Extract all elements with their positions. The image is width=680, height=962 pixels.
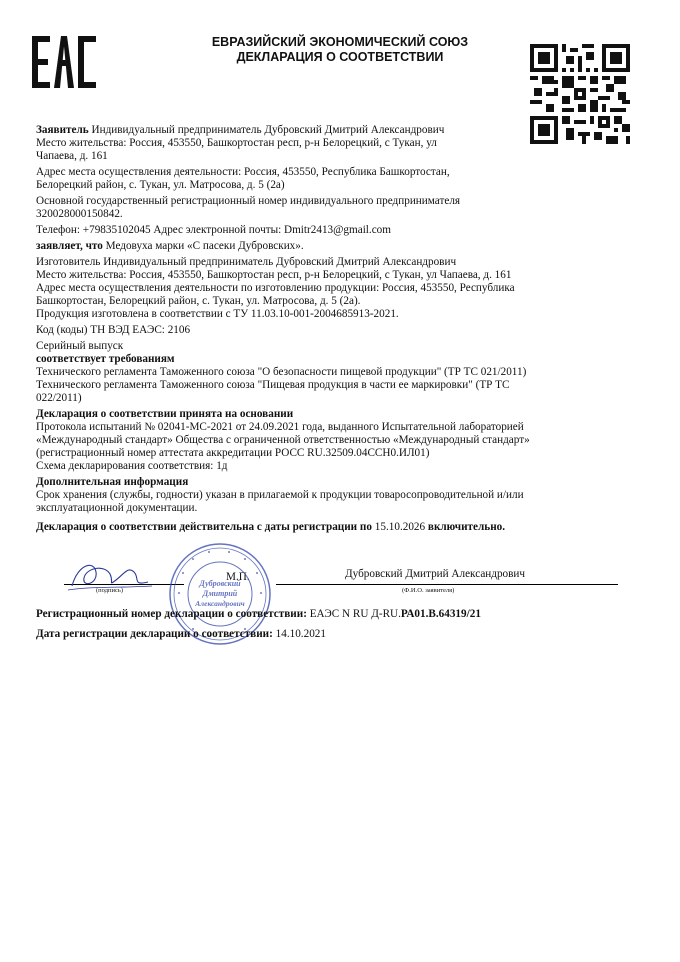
production-standard: Продукция изготовлена в соответствии с ТУ 11.03.10-001-2004685913-2021.	[36, 308, 399, 320]
manufacturer-line: Изготовитель Индивидуальный предприниматель Дубровский Дмитрий Александрович	[36, 256, 457, 268]
applicant-residence: Место жительства: Россия, 453550, Башкортостан респ, р-н Белорецкий, с Тукан, ул	[36, 137, 437, 149]
declares-label: заявляет, что	[36, 240, 103, 252]
registration-number-line: Регистрационный номер декларации о соответствии: ЕАЭС N RU Д-RU.РА01.В.64319/21	[36, 608, 481, 620]
signature-caption: (подпись)	[96, 587, 123, 594]
applicant-activity-address: Адрес места осуществления деятельности: Россия, 453550, Республика Башкортостан,	[36, 166, 450, 178]
svg-text:Дмитрий: Дмитрий	[202, 589, 238, 598]
applicant-line: Заявитель Индивидуальный предприниматель Дубровский Дмитрий Александрович	[36, 124, 445, 136]
applicant-ogrn: Основной государственный регистрационный номер индивидуального предпринимателя	[36, 195, 461, 207]
validity-date: 15.10.2026	[374, 521, 426, 533]
declaration-title: ДЕКЛАРАЦИЯ О СООТВЕТСТВИИ	[236, 50, 444, 64]
product-name: Медовуха марки «С пасеки Дубровских».	[102, 240, 304, 252]
requirement-1: Технического регламента Таможенного союза "О безопасности пищевой продукции" (ТР ТС 021/2011)	[36, 366, 527, 378]
applicant-name: Дубровский Дмитрий Александрович	[345, 568, 526, 580]
serial-production: Серийный выпуск	[36, 340, 124, 352]
additional-info-label: Дополнительная информация	[36, 476, 189, 488]
tn-ved-code: Код (коды) ТН ВЭД ЕАЭС: 2106	[36, 324, 191, 336]
eac-logo	[30, 36, 98, 94]
declaration-scheme: Схема декларирования соответствия: 1д	[36, 460, 228, 472]
fio-caption: (Ф.И.О. заявителя)	[402, 587, 455, 594]
svg-text:Дубровский: Дубровский	[199, 579, 241, 588]
declaration-body: Заявитель Индивидуальный предприниматель Дубровский Дмитрий Александрович Место жительства: Россия, 453550, Башкортостан респ, р-н Белорецкий, с Тукан, ул Чапаева, д. 161 Адрес места осуществления деятельности: Россия, 453550, Республика Башкортостан, Белорецкий район, с. Тукан, ул. Матросова, д. 5 (2а) Основной государственный регистрационный номер индивидуального предпринимателя 320028000150842. Телефон: +79835102045 Адрес электронной почты: Dmitr2413@gmail.com заявляет, что Медовуха марки «С пасеки Дубровских». Изготовитель Индивидуальный предприниматель Дубровский Дмитрий Александрович Место жительства: Россия, 453550, Башкортостан респ, р-н Белорецкий, с Тукан, ул Чапаева, д. 161 Адрес места осуществления деятельности по изготовлению продукции: Россия, 453550, Республика Башкортостан, Белорецкий район, с. Тукан, ул. Матросова, д. 5 (2а). Продукция изготовлена в соответствии с ТУ 11.03.10-001-2004685913-2021. Код (коды) ТН ВЭД ЕАЭС: 2106 Серийный выпуск соответствует требованиям Технического регламента Таможенного союза "О безопасности пищевой продукции" (ТР ТС 021/2011) Технического регламента Таможенного союза "Пищевая продукция в части ее маркировки" (ТР ТС 022/2011) Декларация о соответствии принята на основании Протокола испытаний № 02041-МС-2021 от 24.09.2021 года, выданного Испытательной лабораторией «Международный стандарт» Обществa с ограниченной ответственностью «Международный стандарт» (регистрационный номер аттестата аккредитации РОСС RU.32509.04ССН0.ИЛ01) Схема декларирования соответствия: 1д Дополнительная информация Срок хранения (службы, годности) указан в прилагаемой к продукции товаросопроводительной и/или эксплуатационной документации. Декларация о соответствии действительна с даты регистрации по 15.10.2026 включительно.	[36, 124, 596, 534]
additional-info: Срок хранения (службы, годности) указан в прилагаемой к продукции товаросопроводительной и/или	[36, 489, 524, 501]
svg-text:Александрович: Александрович	[195, 599, 245, 608]
validity-line: Декларация о соответствии действительна с даты регистрации по 15.10.2026 включительно.	[36, 521, 506, 533]
handwritten-signature	[64, 556, 154, 596]
applicant-contacts: Телефон: +79835102045 Адрес электронной почты: Dmitr2413@gmail.com	[36, 224, 391, 236]
applicant-label: Заявитель	[36, 124, 89, 136]
registration-number: РА01.В.64319/21	[400, 608, 481, 620]
registration-date: 14.10.2021	[275, 628, 326, 640]
fio-line	[276, 584, 618, 585]
requirements-label: соответствует требованиям	[36, 353, 175, 365]
registration-date-line: Дата регистрации декларации о соответствии: 14.10.2021	[36, 628, 326, 640]
union-title: ЕВРАЗИЙСКИЙ ЭКОНОМИЧЕСКИЙ СОЮЗ	[211, 35, 469, 49]
test-protocol: Протокола испытаний № 02041-МС-2021 от 24.09.2021 года, выданного Испытательной лабораторией	[36, 421, 524, 433]
mp-mark: М.П.	[226, 571, 250, 583]
document-header	[160, 35, 520, 65]
basis-label: Декларация о соответствии принята на основании	[36, 408, 294, 420]
requirement-2: Технического регламента Таможенного союза "Пищевая продукция в части ее маркировки" (ТР ТС	[36, 379, 510, 391]
declares-line	[36, 240, 596, 253]
